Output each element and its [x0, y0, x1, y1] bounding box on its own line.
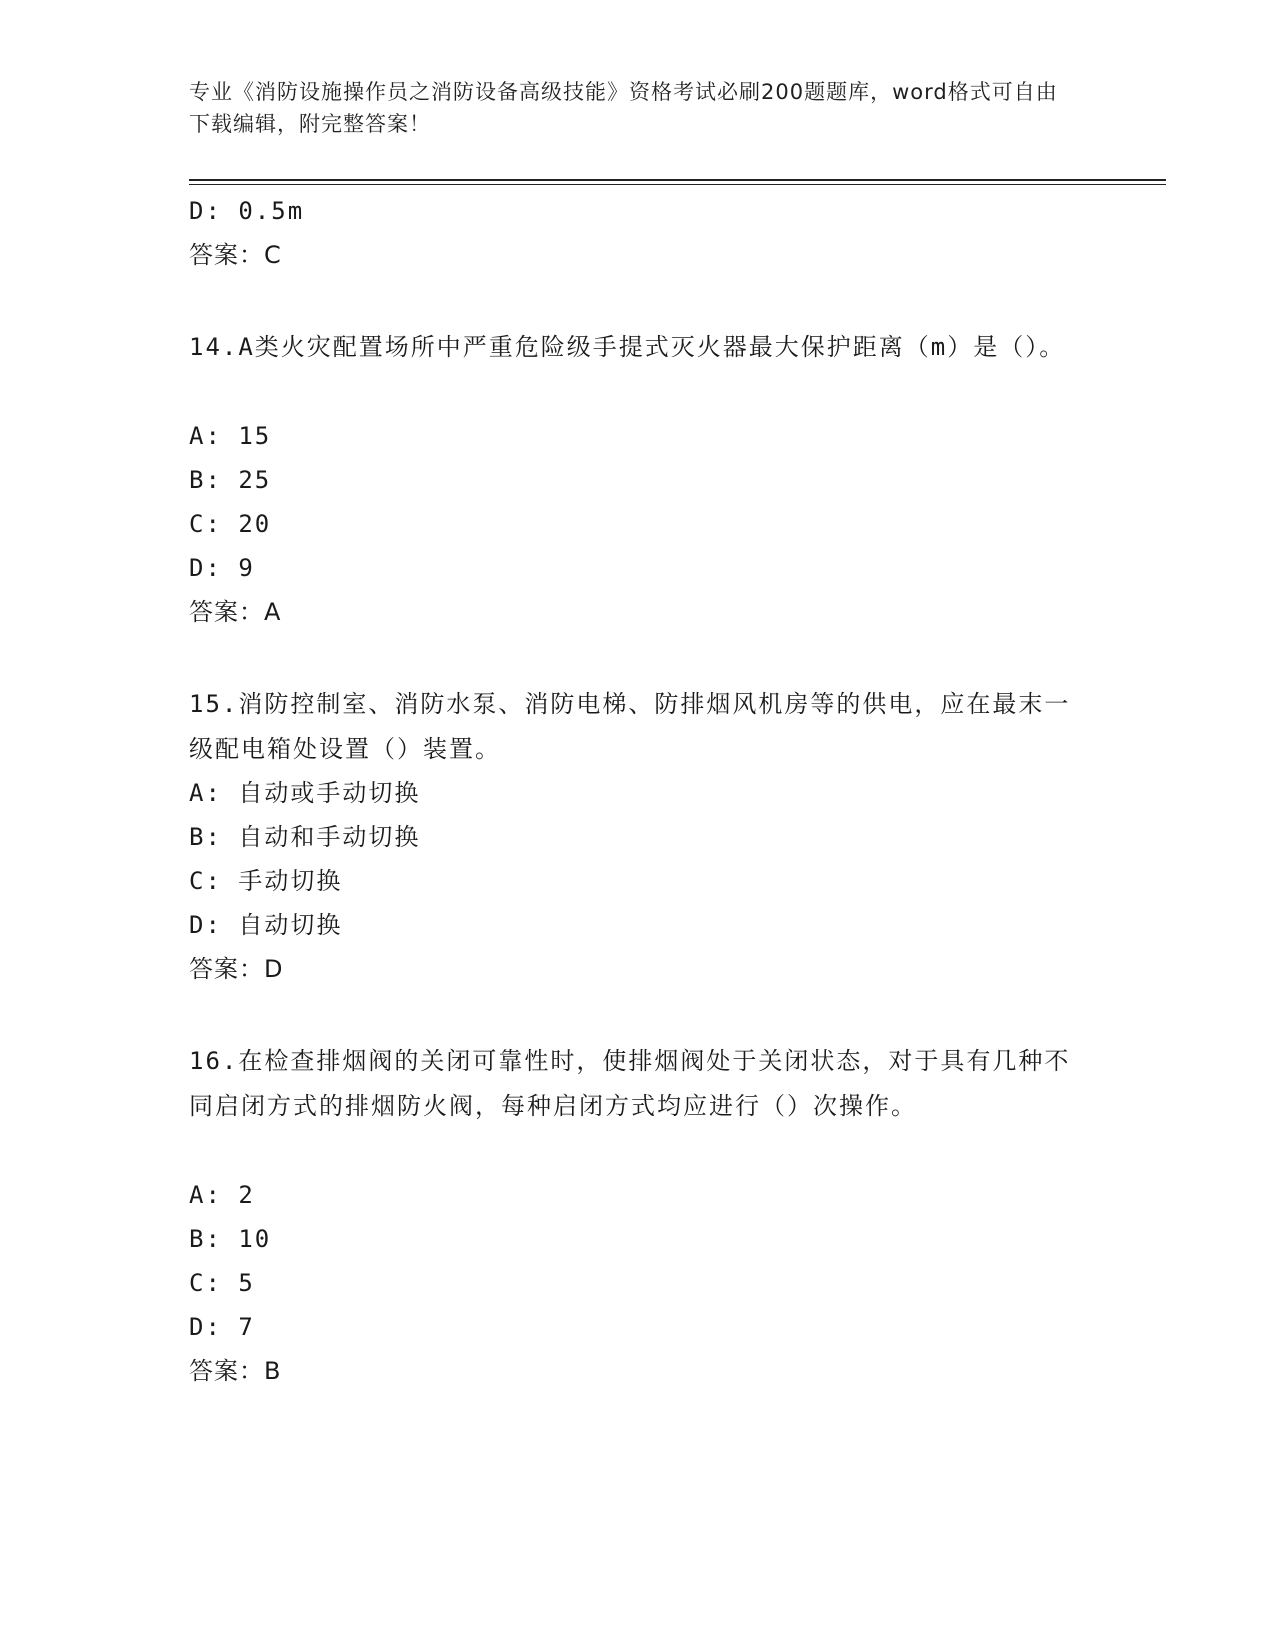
q16-answer: 答案：B	[189, 1357, 282, 1385]
q16-option-c: C: 5	[189, 1269, 255, 1297]
q15-option-a: A: 自动或手动切换	[189, 779, 421, 807]
document-header: 专业《消防设施操作员之消防设备高级技能》资格考试必刷200题题库，word格式可自由下载编辑，附完整答案！	[189, 80, 1058, 136]
q14-option-b: B: 25	[189, 466, 272, 494]
q14-answer: 答案：A	[189, 598, 282, 626]
q16-option-a: A: 2	[189, 1181, 255, 1209]
q14-option-c: C: 20	[189, 510, 272, 538]
q14-option-d: D: 9	[189, 554, 255, 582]
q16-option-b: B: 10	[189, 1225, 272, 1253]
q14-stem: 14.A类火灾配置场所中严重危险级手提式灭火器最大保护距离（m）是（）。	[189, 333, 1066, 361]
q15-answer: 答案：D	[189, 955, 284, 983]
q14-option-a: A: 15	[189, 422, 272, 450]
q15-stem: 15.消防控制室、消防水泵、消防电梯、防排烟风机房等的供电，应在最末一级配电箱处设置（）装置。	[189, 690, 1071, 763]
q15-option-c: C: 手动切换	[189, 867, 343, 895]
q16-option-d: D: 7	[189, 1313, 255, 1341]
q13-answer: 答案：C	[189, 241, 282, 269]
q15-option-b: B: 自动和手动切换	[189, 823, 421, 851]
header-divider-thin	[189, 184, 1166, 185]
q16-stem: 16.在检查排烟阀的关闭可靠性时，使排烟阀处于关闭状态，对于具有几种不同启闭方式的排烟防火阀，每种启闭方式均应进行（）次操作。	[189, 1047, 1071, 1120]
q13-option-d: D: 0.5m	[189, 197, 305, 225]
header-divider-thick	[189, 179, 1166, 181]
q15-option-d: D: 自动切换	[189, 911, 343, 939]
